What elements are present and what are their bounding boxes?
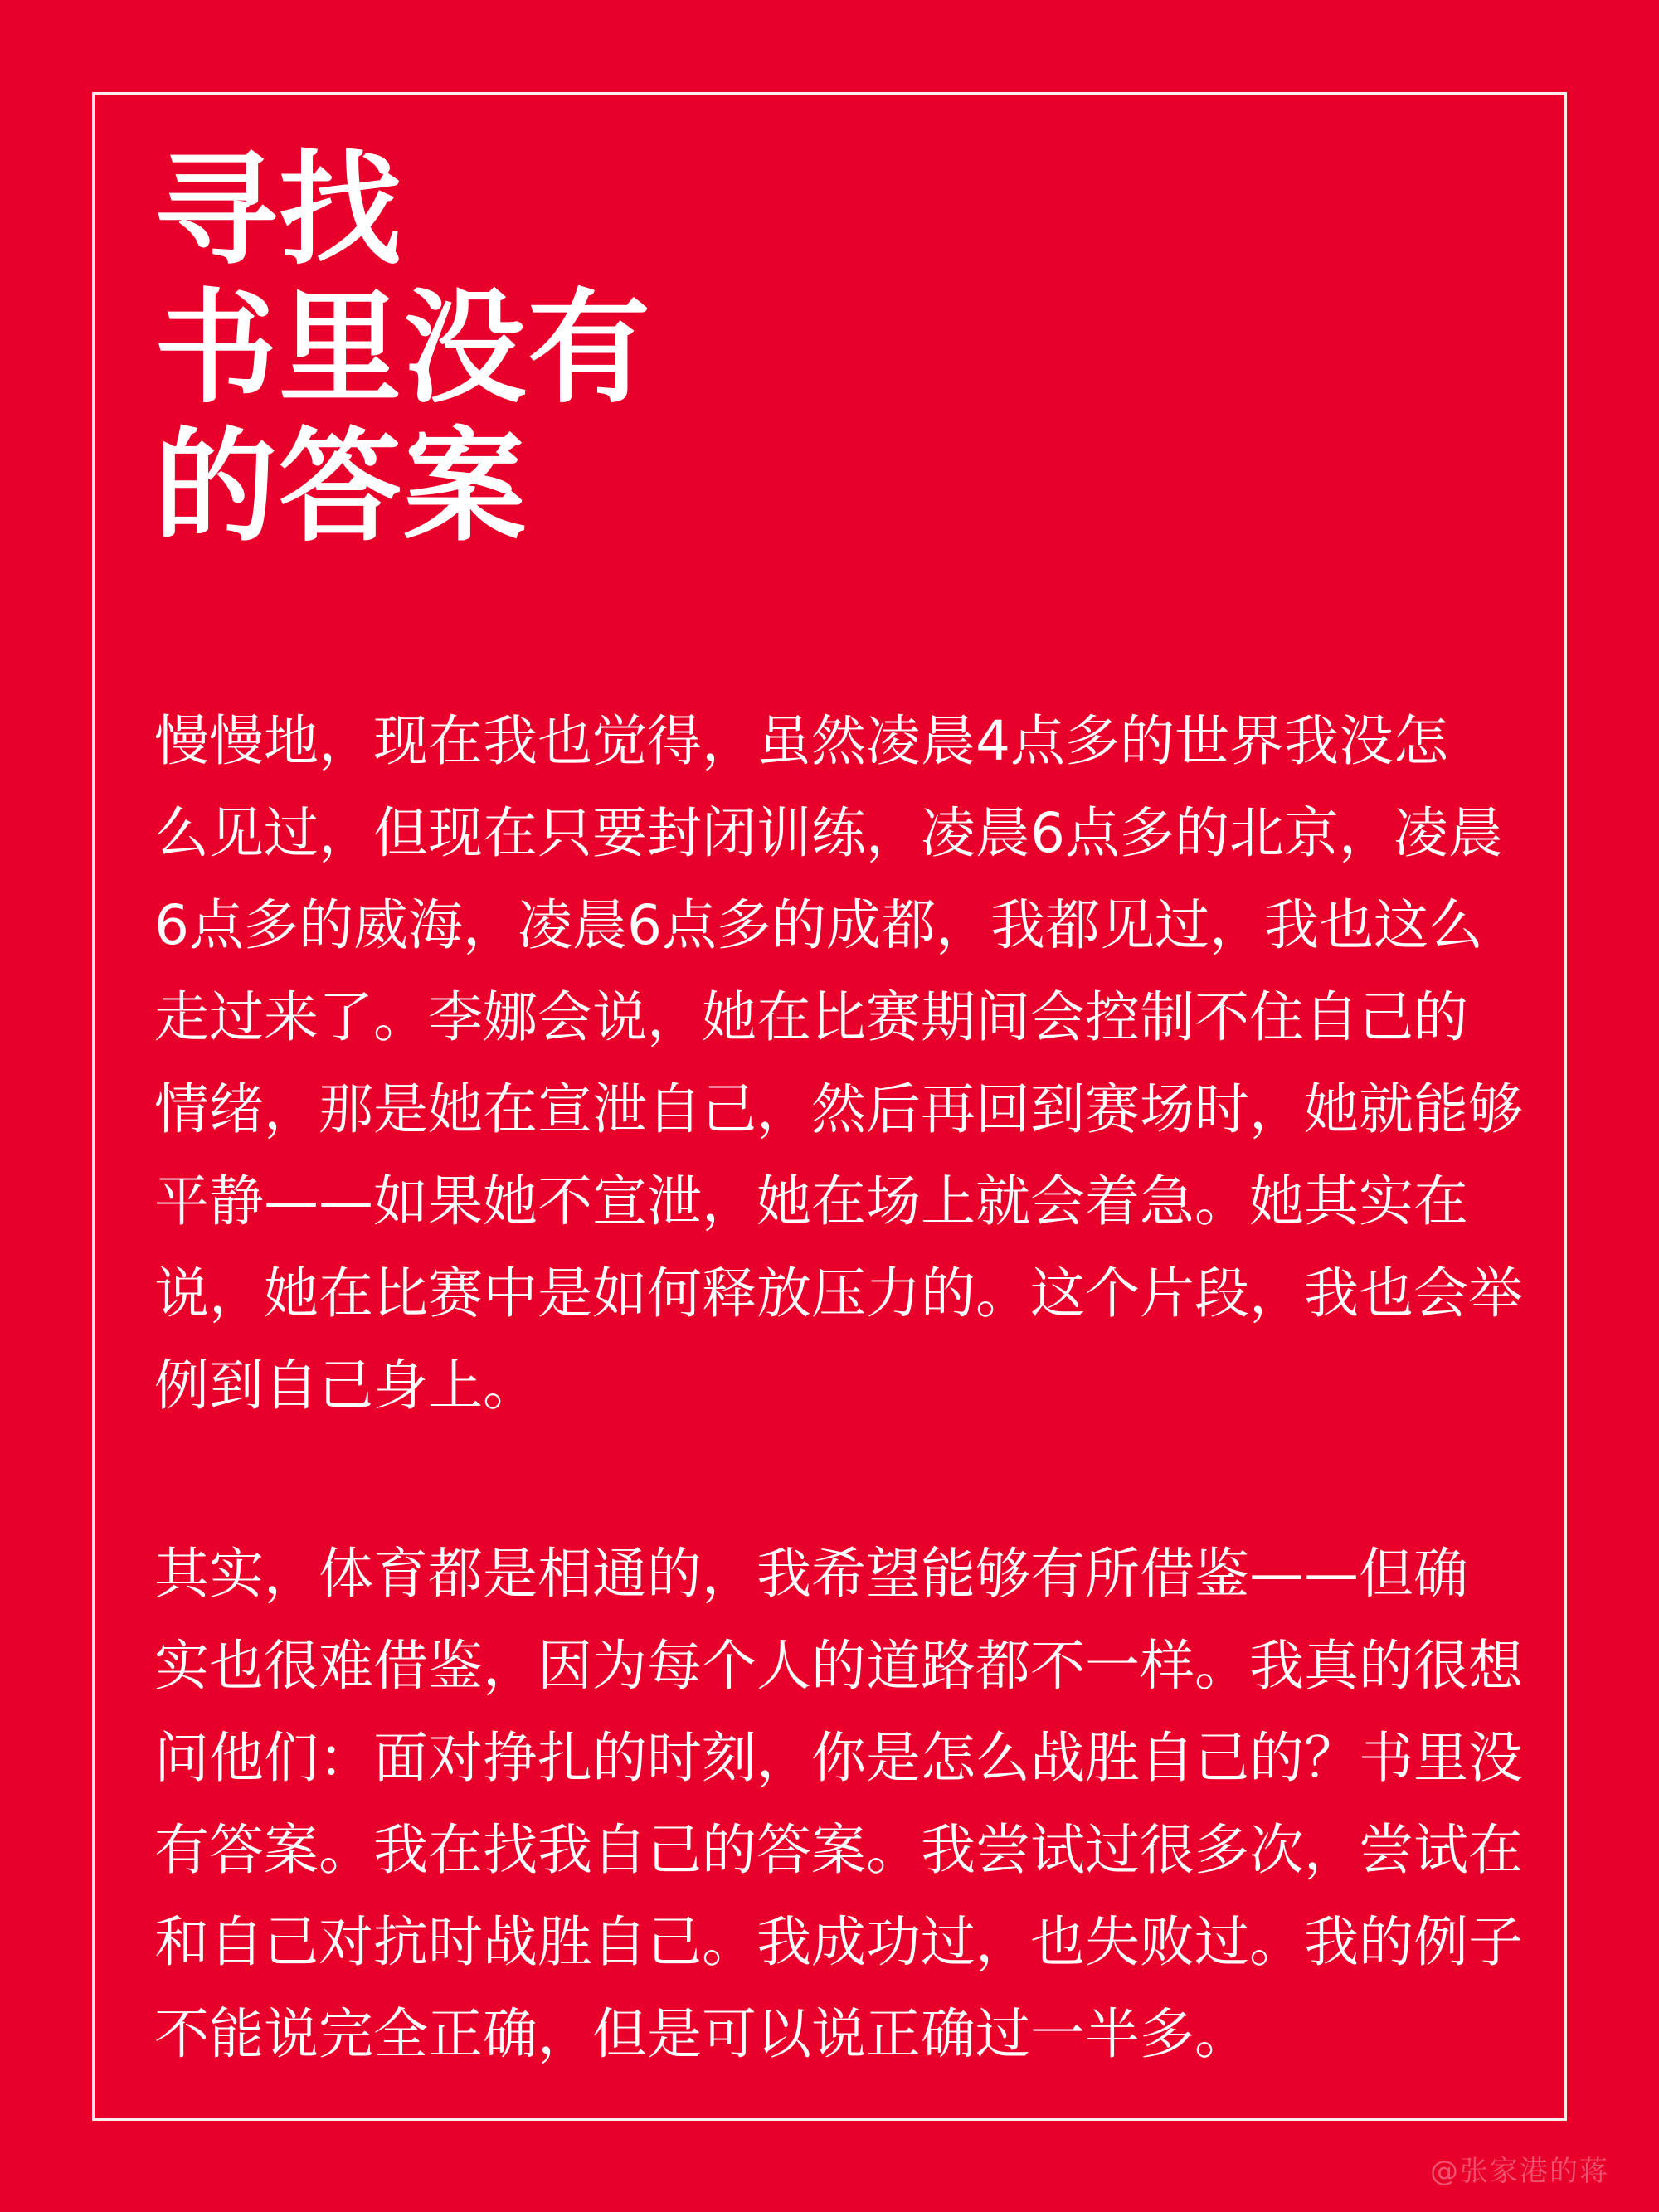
paragraph-2-line-6: 不能说完全正确，但是可以说正确过一半多。 bbox=[154, 2002, 1249, 2066]
paragraph-1-line-5: 情绪，那是她在宣泄自己，然后再回到赛场时，她就能够 bbox=[154, 1077, 1523, 1141]
paragraph-1-line-4: 走过来了。李娜会说，她在比赛期间会控制不住自己的 bbox=[154, 985, 1468, 1049]
paragraph-1-line-6: 平静——如果她不宣泄，她在场上就会着急。她其实在 bbox=[154, 1169, 1468, 1233]
paragraph-1-line-1: 慢慢地，现在我也觉得，虽然凌晨4点多的世界我没怎 bbox=[154, 709, 1448, 773]
title-line-3: 的答案 bbox=[154, 416, 528, 558]
paragraph-2-line-5: 和自己对抗时战胜自己。我成功过，也失败过。我的例子 bbox=[154, 1910, 1523, 1974]
title-line-2: 书里没有 bbox=[154, 277, 652, 420]
paragraph-2-line-2: 实也很难借鉴，因为每个人的道路都不一样。我真的很想 bbox=[154, 1634, 1523, 1698]
page-title bbox=[154, 141, 652, 557]
paragraph-2-line-1: 其实，体育都是相通的，我希望能够有所借鉴——但确 bbox=[154, 1542, 1468, 1606]
paragraph-1-line-8: 例到自己身上。 bbox=[154, 1354, 538, 1417]
paragraph-2-line-3: 问他们：面对挣扎的时刻，你是怎么战胜自己的？书里没 bbox=[154, 1726, 1523, 1790]
paragraph-1-line-7: 说，她在比赛中是如何释放压力的。这个片段，我也会举 bbox=[154, 1262, 1523, 1325]
paragraph-1 bbox=[154, 695, 1523, 1432]
paragraph-2-line-4: 有答案。我在找我自己的答案。我尝试过很多次，尝试在 bbox=[154, 1818, 1523, 1882]
paragraph-2 bbox=[154, 1528, 1523, 2080]
paragraph-1-line-3: 6点多的威海，凌晨6点多的成都，我都见过，我也这么 bbox=[154, 893, 1483, 957]
watermark: @张家港的蒋 bbox=[1430, 2155, 1609, 2188]
title-line-1: 寻找 bbox=[154, 139, 403, 281]
paragraph-1-line-2: 么见过，但现在只要封闭训练，凌晨6点多的北京，凌晨 bbox=[154, 801, 1503, 865]
